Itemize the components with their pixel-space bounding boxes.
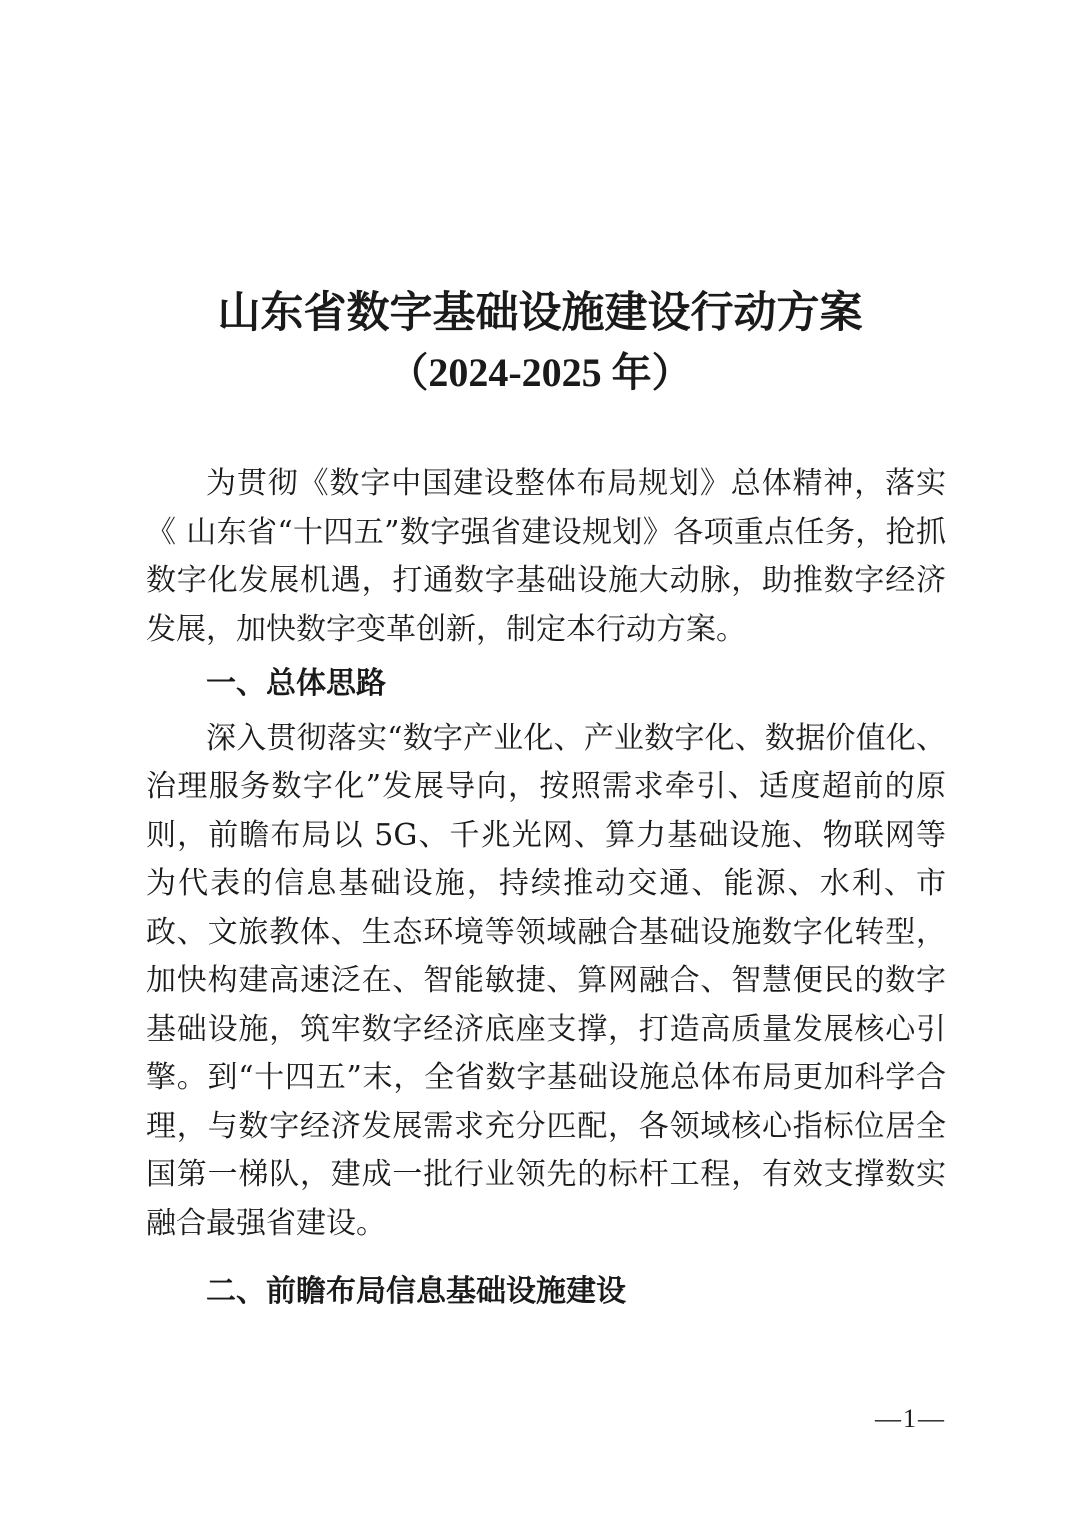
document-title: 山东省数字基础设施建设行动方案 xyxy=(217,288,863,338)
page-number: —1— xyxy=(875,1404,946,1433)
document-subtitle: （2024-2025 年） xyxy=(388,350,692,395)
section-1-heading: 一、总体思路 xyxy=(206,666,386,701)
section-1-paragraph: 深入贯彻落实“数字产业化、产业数字化、数据价值化、治理服务数字化”发展导向，按照需求牵引、适度超前的原则，前瞻布局以 5G、千兆光网、算力基础设施、物联网等为代表的信息基础设施，持续推动交通、能源、水利、市政、文旅教体、生态环境等领域融合基础设施数字化转型，加快构建高速泛在、智能敏捷、算网融合、智慧便民的数字基础设施，筑牢数字经济底座支撑，打造高质量发展核心引擎。到“十四五”末，全省数字基础设施总体布局更加科学合理，与数字经济发展需求充分匹配，各领域核心指标位居全国第一梯队，建成一批行业领先的标杆工程，有效支撑数实融合最强省建设。 xyxy=(146,720,946,1241)
intro-paragraph: 为贯彻《数字中国建设整体布局规划》总体精神，落实《 山东省“十四五”数字强省建设规划》各项重点任务，抢抓数字化发展机遇，打通数字基础设施大动脉，助推数字经济发展，加快数字变革创新，制定本行动方案。 xyxy=(146,466,946,647)
document-body xyxy=(146,460,946,1248)
title-block xyxy=(0,282,1080,402)
section-2-heading: 二、前瞻布局信息基础设施建设 xyxy=(206,1274,626,1309)
